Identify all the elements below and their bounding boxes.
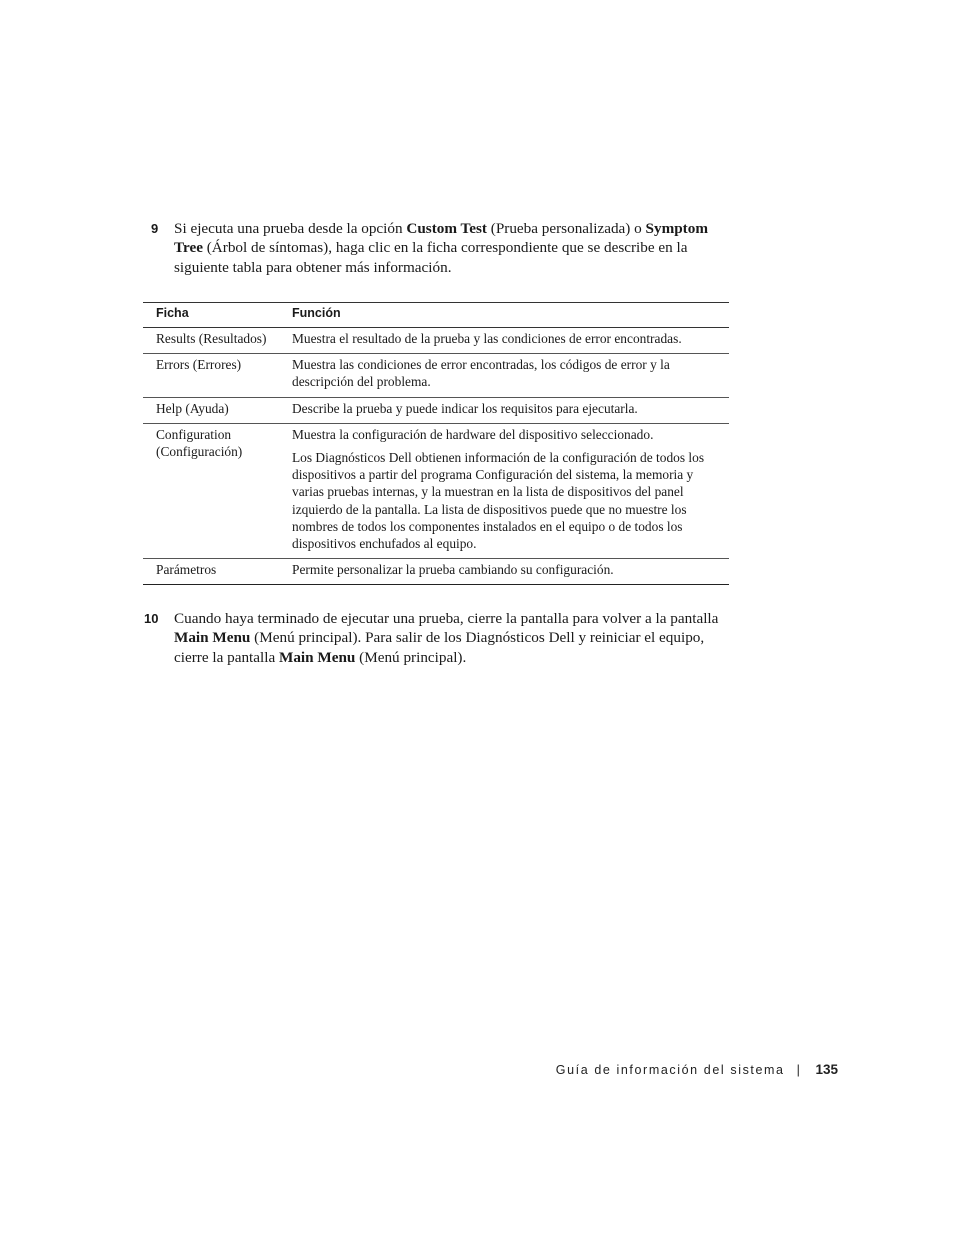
footer-title: Guía de información del sistema (555, 1063, 785, 1077)
function-text: Permite personalizar la prueba cambiando su configuración. (292, 562, 614, 578)
tab-function-table (143, 302, 729, 585)
step-text-segment: (Árbol de síntomas), haga clic en la ficha correspondiente que se describe en la siguiente tabla para obtener más información. (174, 239, 688, 276)
function-cell (292, 559, 729, 585)
table-header-row (143, 303, 729, 328)
tab-name-cell: Help (Ayuda) (143, 397, 292, 423)
tab-name-cell: Parámetros (143, 559, 292, 585)
page-footer (556, 1062, 838, 1077)
option-name: Custom Test (406, 220, 487, 237)
function-cell (292, 423, 729, 558)
table-row (143, 354, 729, 397)
footer-separator: | (796, 1063, 802, 1077)
table-row (143, 328, 729, 354)
function-cell (292, 328, 729, 354)
step-text-segment: (Menú principal). Para salir de los Diagnósticos Dell y reiniciar el equipo, cierre la pantalla (174, 629, 705, 666)
function-text: Muestra las condiciones de error encontradas, los códigos de error y la descripción del problema. (292, 357, 670, 390)
tab-name-cell: Results (Resultados) (143, 328, 292, 354)
step-9 (144, 219, 734, 277)
step-text-segment: Si ejecuta una prueba desde la opción (174, 220, 407, 237)
page-number: 135 (815, 1062, 838, 1077)
step-text-segment: (Prueba personalizada) o (486, 220, 646, 237)
screen-name: Main Menu (278, 648, 356, 666)
function-text: Muestra el resultado de la prueba y las condiciones de error encontradas. (292, 331, 682, 346)
function-text: Los Diagnósticos Dell obtienen información de la configuración de todos los dispositivos a partir del programa Configuración del sistema, la memoria y varias pruebas internas, y la muestran en la lista de dispositivos del panel izquierdo de la pantalla. La lista de dispositivos puede que no muestre los nombres de todos los componentes instalados en el equipo o de todos los dispositivos enchufados al equipo. (292, 450, 705, 552)
step-number: 10 (144, 611, 159, 626)
step-text-segment: (Menú principal). (355, 648, 467, 666)
screen-name: Main Menu (174, 629, 251, 647)
step-number: 9 (151, 221, 159, 236)
function-text: Describe la prueba y puede indicar los requisitos para ejecutarla. (292, 400, 638, 416)
step-10 (144, 609, 734, 667)
tab-name-cell: Errors (Errores) (143, 354, 292, 397)
column-header-funcion: Función (292, 303, 729, 328)
table-row (143, 423, 729, 558)
table-row (143, 397, 729, 423)
function-text: Muestra la configuración de hardware del dispositivo seleccionado. (292, 426, 654, 442)
step-text (174, 219, 734, 277)
tab-name-cell: Configuration (Configuración) (143, 423, 292, 558)
function-cell (292, 354, 729, 397)
option-name: Symptom Tree (174, 220, 708, 257)
function-cell (292, 397, 729, 423)
column-header-ficha: Ficha (143, 303, 292, 328)
step-text (174, 609, 734, 667)
step-text-segment: Cuando haya terminado de ejecutar una prueba, cierre la pantalla para volver a la pantalla (174, 610, 719, 627)
table-row (143, 559, 729, 585)
